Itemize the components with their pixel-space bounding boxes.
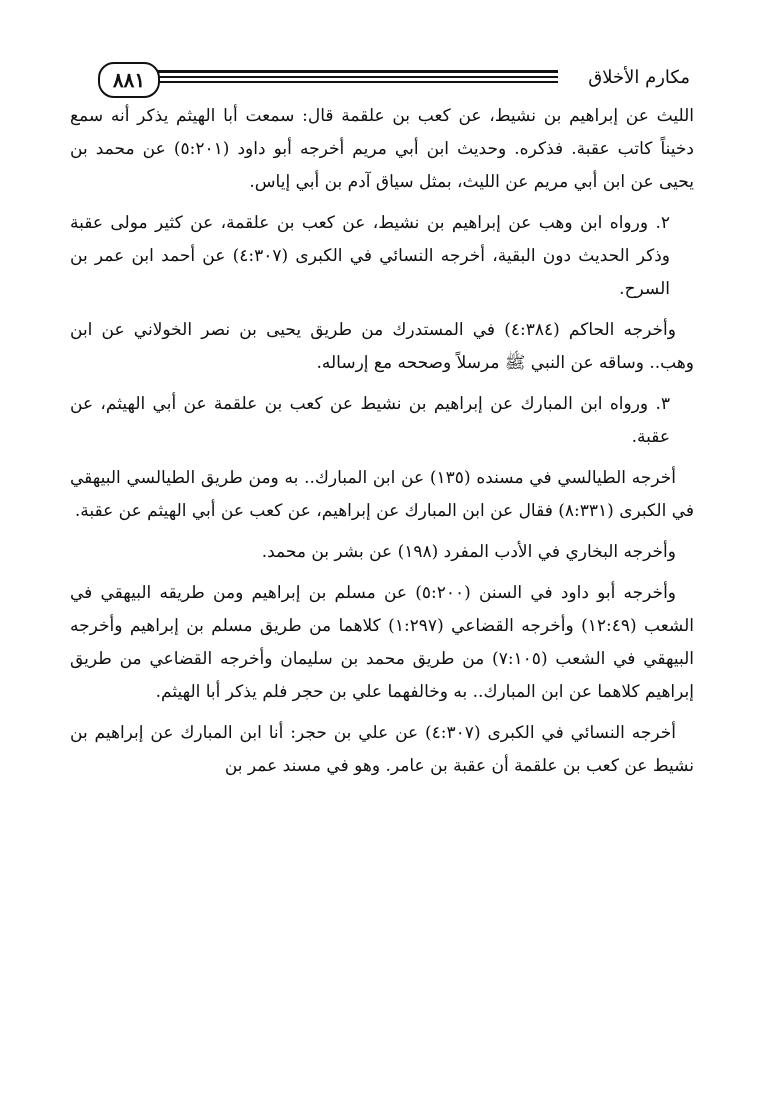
paragraph-4: ٣. ورواه ابن المبارك عن إبراهيم بن نشيط عن كعب بن علقمة عن أبي الهيثم، عن عقبة.	[70, 394, 670, 447]
running-title: مكارم الأخلاق	[588, 67, 690, 88]
paragraph-3: وأخرجه الحاكم (٤:٣٨٤) في المستدرك من طريق يحيى بن نصر الخولاني عن ابن وهب.. وساقه عن النبي ﷺ مرسلاً وصححه مع إرساله.	[70, 320, 694, 373]
body-text	[70, 100, 694, 783]
paragraph-6: وأخرجه البخاري في الأدب المفرد (١٩٨) عن بشر بن محمد.	[261, 542, 676, 562]
page-header	[98, 62, 690, 98]
paragraph-1: الليث عن إبراهيم بن نشيط، عن كعب بن علقمة قال: سمعت أبا الهيثم يذكر أنه سمع دخيناً كاتب عقبة. فذكره. وحديث ابن أبي مريم أخرجه أبو داود (٥:٢٠١) عن محمد بن يحيى عن ابن أبي مريم عن الليث، بمثل سياق آدم بن أبي إياس.	[70, 106, 694, 192]
header-rule	[152, 70, 558, 86]
paragraph-2: ٢. ورواه ابن وهب عن إبراهيم بن نشيط، عن كعب بن علقمة، عن كثير مولى عقبة وذكر الحديث دون البقية، أخرجه النسائي في الكبرى (٤:٣٠٧) عن أحمد ابن عمر بن السرح.	[70, 213, 671, 299]
paragraph-7: وأخرجه أبو داود في السنن (٥:٢٠٠) عن مسلم بن إبراهيم ومن طريقه البيهقي في الشعب (١٢:٤٩) وأخرجه القضاعي (١:٢٩٧) كلاهما من طريق مسلم بن إبراهيم وأخرجه البيهقي في الشعب (٧:١٠٥) من طريق محمد بن سليمان وأخرجه القضاعي من طريق إبراهيم كلاهما عن ابن المبارك.. به وخالفهما علي بن حجر فلم يذكر أبا الهيثم.	[70, 583, 694, 702]
paragraph-5: أخرجه الطيالسي في مسنده (١٣٥) عن ابن المبارك.. به ومن طريق الطيالسي البيهقي في الكبرى (٨:٣٣١) فقال عن ابن المبارك عن إبراهيم، عن كعب عن أبي الهيثم عن عقبة.	[70, 468, 694, 521]
page-number: ٨٨١	[98, 62, 160, 98]
paragraph-8: أخرجه النسائي في الكبرى (٤:٣٠٧) عن علي بن حجر: أنا ابن المبارك عن إبراهيم بن نشيط عن كعب بن علقمة أن عقبة بن عامر. وهو في مسند عمر بن	[70, 723, 694, 776]
